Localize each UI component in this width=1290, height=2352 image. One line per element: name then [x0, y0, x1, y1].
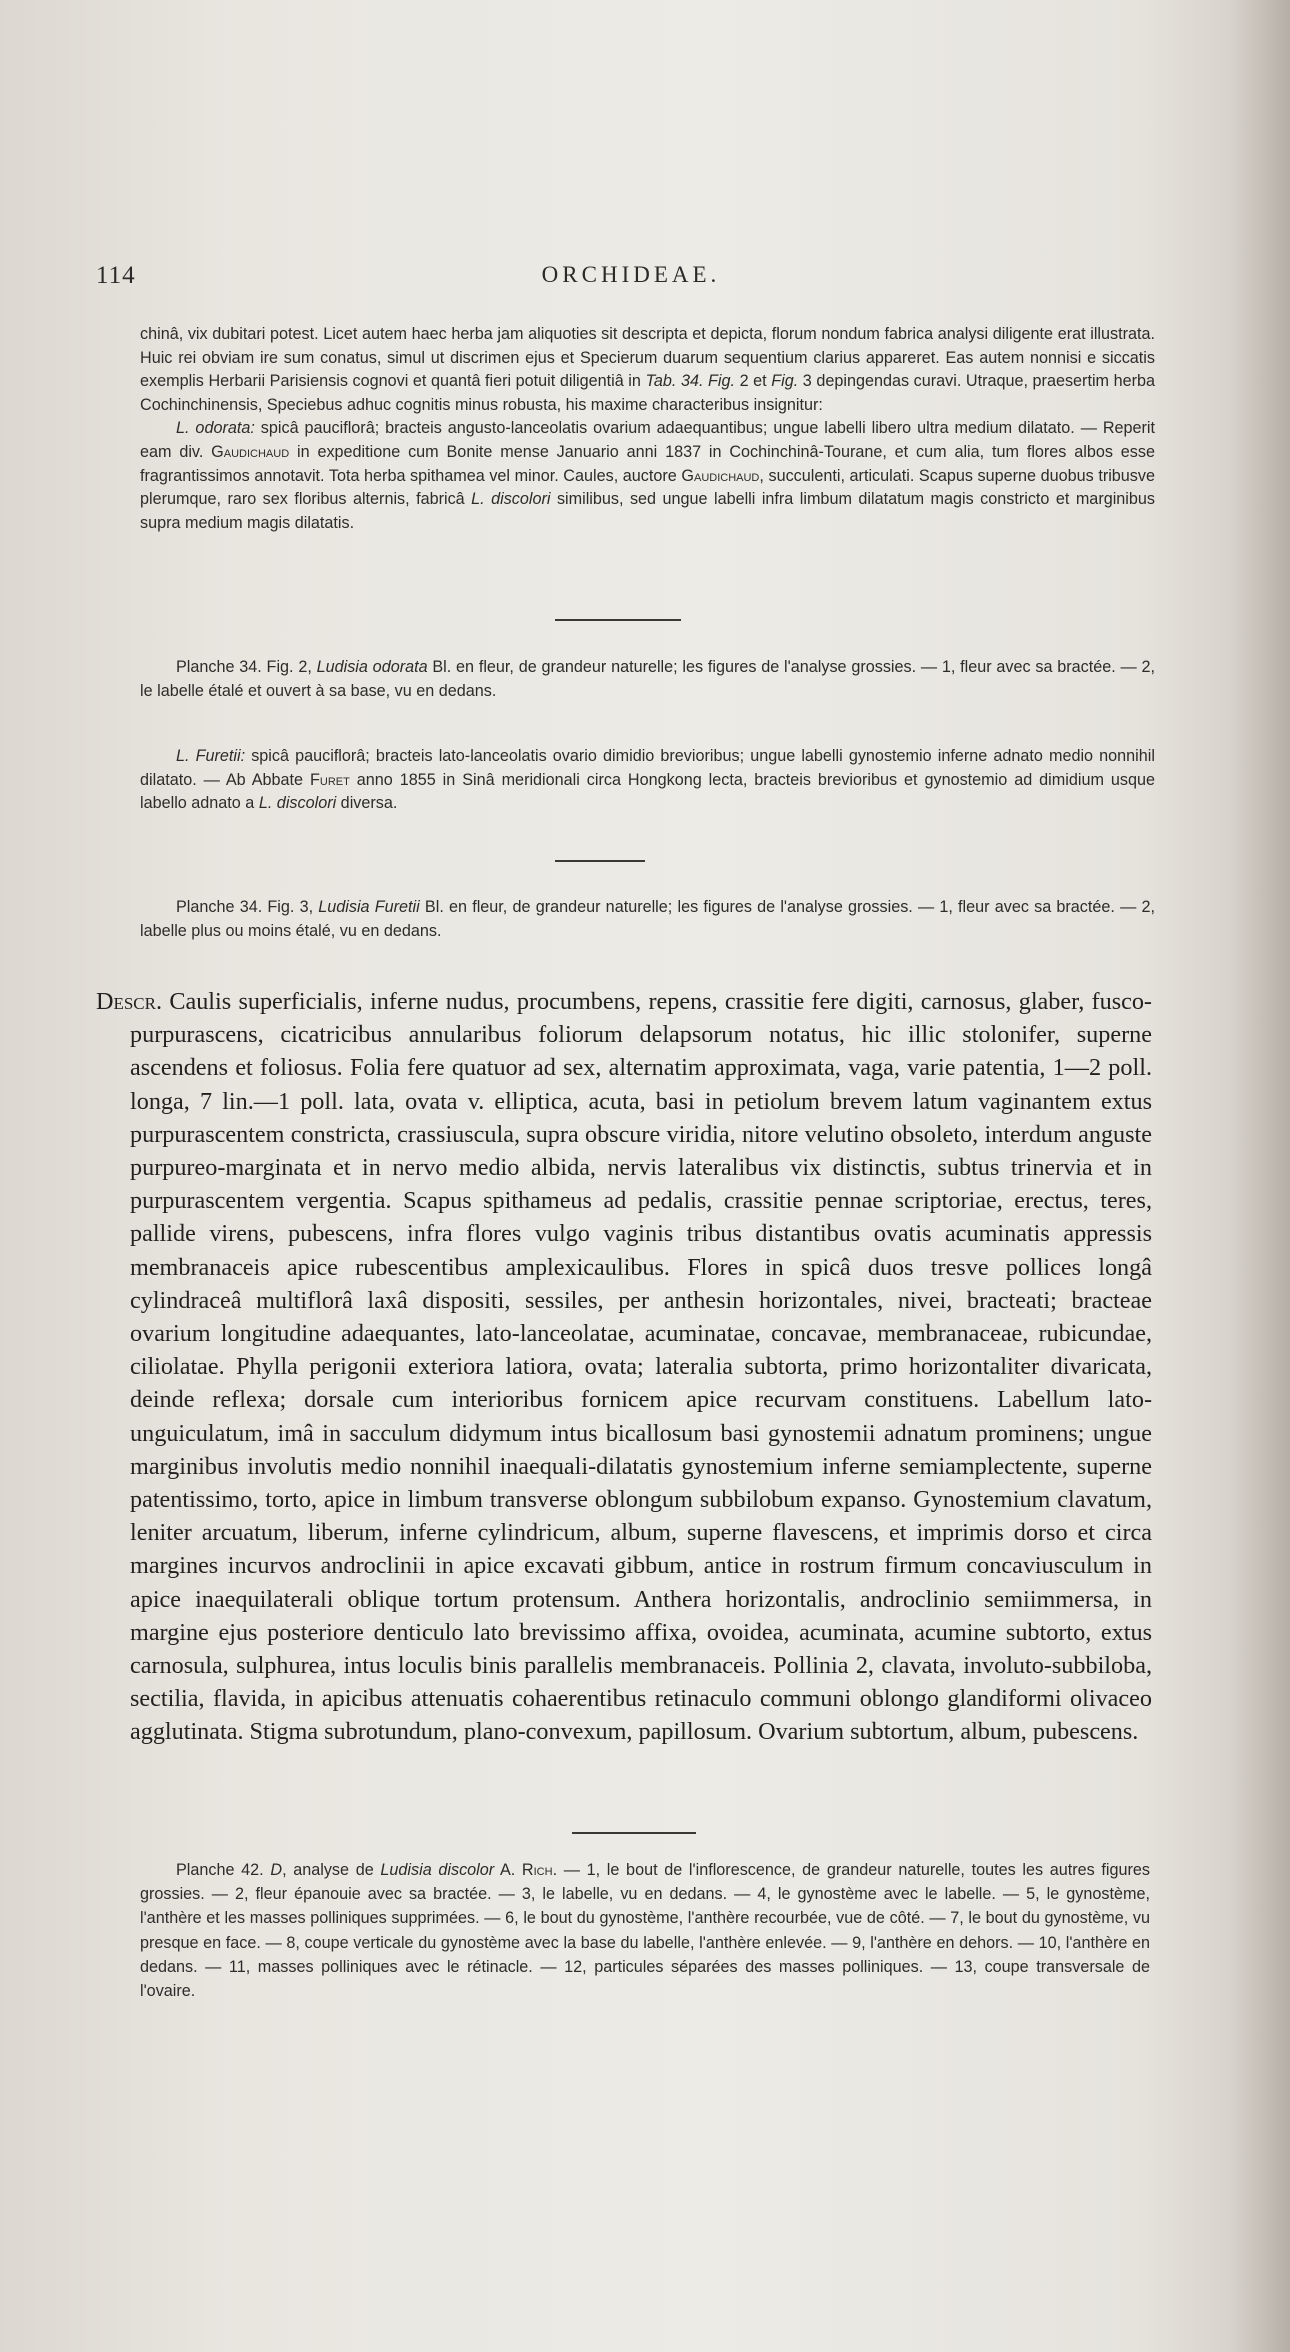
plate-34-fig-3-caption: Planche 34. Fig. 3, Ludisia Furetii Bl. en fleur, de grandeur naturelle; les figures de l'analyse grossies. — 1, fleur avec sa bractée. — 2, labelle plus ou moins étalé, vu en dedans. [140, 898, 1155, 940]
plate-34-fig-2-caption: Planche 34. Fig. 2, Ludisia odorata Bl. en fleur, de grandeur naturelle; les figures de l'analyse grossies. — 1, fleur avec sa bractée. — 2, le labelle étalé et ouvert à sa base, vu en dedans. [140, 658, 1155, 700]
description-section [96, 985, 1152, 1749]
descr-label: Descr. [96, 988, 163, 1015]
intro-section [140, 323, 1155, 535]
section-divider [572, 1832, 696, 1834]
page-number: 114 [96, 262, 136, 289]
intro-paragraph: chinâ, vix dubitari potest. Licet autem haec herba jam aliquoties sit descripta et depicta, florum nondum fabrica analysi diligente erat illustrata. Huic rei obviam ire sum conatus, simul ut discrimen ejus et Specierum duarum sequentium clarius appareret. Eas autem nonnisi e siccatis exemplis Herbarii Parisiensis cognovi et quantâ fieri potuit diligentiâ in Tab. 34. Fig. 2 et Fig. 3 depingendas curavi. Utraque, praesertim herba Cochinchinensis, Speciebus adhuc cognitis minus robusta, his maxime characteribus insignitur: [140, 325, 1155, 414]
page-header [96, 262, 1166, 302]
odorata-diagnosis: L. odorata: spicâ pauciflorâ; bracteis angusto-lanceolatis ovarium adaequantibus; ungue labelli libero ultra medium dilatato. — Reperit eam div. Gaudichaud in expeditione cum Bonite mense Januario anni 1837 in Cochinchinâ-Tourane, et cum alia, tum flores albos esse fragrantissimos annotavit. Tota herba spithamea vel minor. Caules, auctore Gaudichaud, succulenti, articulati. Scapus superne duobus tribusve plerumque, raro sex floribus alternis, fabricâ L. discolori similibus, sed ungue labelli infra limbum dilatatum magis constricto et marginibus supra medium magis dilatatis. [140, 419, 1156, 532]
section-divider [555, 619, 681, 621]
furetii-diagnosis: L. Furetii: spicâ pauciflorâ; bracteis lato-lanceolatis ovario dimidio brevioribus; ungue labelli gynostemio inferne adnato medio nonnihil dilatato. — Ab Abbate Furet anno 1855 in Sinâ meridionali circa Hongkong lecta, bracteis brevioribus et gynostemio ad dimidium usque labello adnato a L. discolori diversa. [140, 747, 1155, 813]
section-divider [555, 860, 645, 862]
description-paragraph: Descr. Caulis superficialis, inferne nudus, procumbens, repens, crassitie fere digiti, carnosus, glaber, fusco-purpurascens, cicatricibus annularibus foliorum delapsorum notatus, hic illic stolonifer, superne ascendens et foliosus. Folia fere quatuor ad sex, alternatim approximata, vaga, varie patentia, 1—2 poll. longa, 7 lin.—1 poll. lata, ovata v. elliptica, acuta, basi in petiolum brevem latum vaginantem extus purpurascentem constricta, crassiuscula, supra obscure viridia, nitore velutino obsoleto, interdum anguste purpureo-marginata et in nervo medio albida, nervis lateralibus vix distinctis, subtus trinervia et in purpurascentem vergentia. Scapus spithameus ad pedalis, crassitie pennae scriptoriae, erectus, teres, pallide virens, pubescens, infra flores vulgo vaginis tribus distantibus ovatis acuminatis appressis membranaceis apice rubescentibus amplexicaulibus. Flores in spicâ duos tresve pollices longâ cylindraceâ multiflorâ laxâ dispositi, sessiles, per anthesin horizontales, nivei, bracteati; bracteae ovarium longitudine adaequantes, lato-lanceolatae, acuminatae, concavae, membranaceae, rubicundae, ciliolatae. Phylla perigonii exteriora latiora, ovata; lateralia subtorta, primo horizontaliter divaricata, deinde reflexa; dorsale cum interioribus fornicem apice recurvam constituens. Labellum lato-unguiculatum, imâ in sacculum didymum intus bicallosum basi gynostemii adnatum prominens; ungue marginibus involutis medio nonnihil inaequali-dilatatis gynostemium inferne semiamplectente, superne patentissimo, torto, apice in limbum transverse oblongum subbilobum expanso. Gynostemium clavatum, leniter arcuatum, liberum, inferne cylindricum, album, superne flavescens, et imprimis dorso et circa margines incurvos androclinii in apice excavati gibbum, antice in rostrum firmum concaviusculum in apice inaequilaterali oblique tortum protensum. Anthera horizontalis, androclinio semiimmersa, in margine ejus posteriore denticulo lato brevissimo affixa, ovoidea, acuminata, acumine subtorto, extus carnosula, sulphurea, intus loculis binis parallelis membranaceis. Pollinia 2, clavata, involuto-subbiloba, sectilia, flavida, in apicibus attenuatis cohaerentibus retinaculo communi oblongo glandiformi olivaceo agglutinata. Stigma subrotundum, plano-convexum, papillosum. Ovarium subtortum, album, pubescens. [96, 988, 1152, 1746]
plate-42-caption: Planche 42. D, analyse de Ludisia discolor A. Rich. — 1, le bout de l'inflorescence, de grandeur naturelle, toutes les autres figures grossies. — 2, fleur épanouie avec sa bractée. — 3, le labelle, vu en dedans. — 4, le gynostème avec le labelle. — 5, le gynostème, l'anthère et les masses polliniques supprimées. — 6, le bout du gynostème, l'anthère recourbée, vue de côté. — 7, le bout du gynostème, vu presque en face. — 8, coupe verticale du gynostème avec la base du labelle, l'anthère enlevée. — 9, l'anthère en dehors. — 10, l'anthère en dedans. — 11, masses polliniques avec le rétinacle. — 12, particules séparées des masses polliniques. — 13, coupe transversale de l'ovaire. [140, 1861, 1150, 2001]
running-title: ORCHIDEAE. [541, 262, 721, 287]
